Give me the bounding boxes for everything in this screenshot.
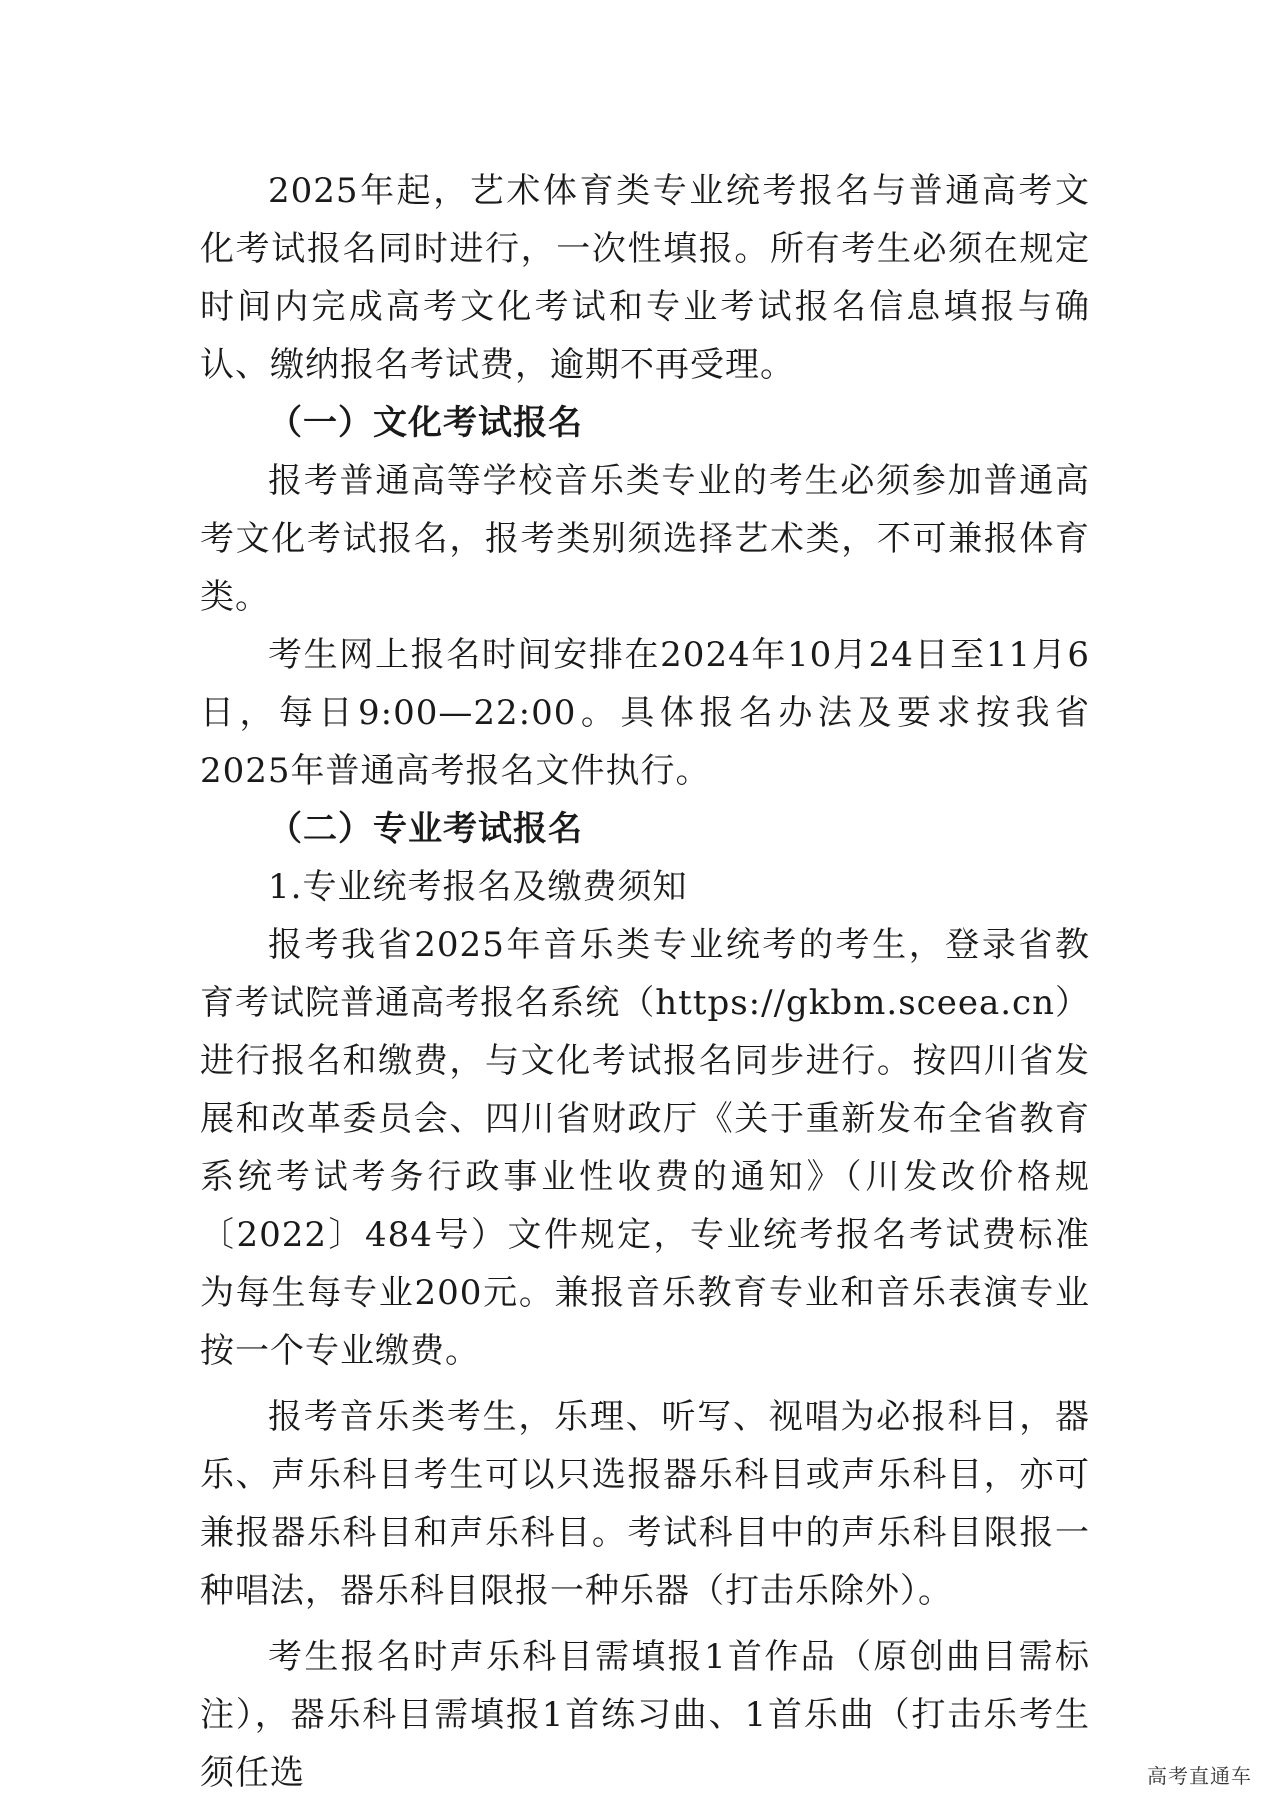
spacer [200, 1380, 1090, 1388]
heading-culture-exam: （一）文化考试报名 [268, 403, 583, 443]
paragraph-registration-time: 考生网上报名时间安排在2024年10月24日至11月6日，每日9:00—22:00。具体报名办法及要求按我省2025年普通高考报名文件执行。 [200, 635, 1090, 791]
subheading-fee-notice: 1.专业统考报名及缴费须知 [268, 867, 688, 907]
paragraph-repertoire: 考生报名时声乐科目需填报1首作品（原创曲目需标注），器乐科目需填报1首练习曲、1首乐曲（打击乐考生须任选 [200, 1637, 1090, 1793]
spacer [200, 1620, 1090, 1628]
paragraph-culture-requirement: 报考普通高等学校音乐类专业的考生必须参加普通高考文化考试报名，报考类别须选择艺术类，不可兼报体育类。 [200, 461, 1090, 617]
document-body [200, 162, 1090, 1802]
paragraph-subjects: 报考音乐类考生，乐理、听写、视唱为必报科目，器乐、声乐科目考生可以只选报器乐科目或声乐科目，亦可兼报器乐科目和声乐科目。考试科目中的声乐科目限报一种唱法，器乐科目限报一种乐器（打击乐除外）。 [200, 1397, 1090, 1611]
paragraph-intro: 2025年起，艺术体育类专业统考报名与普通高考文化考试报名同时进行，一次性填报。所有考生必须在规定时间内完成高考文化考试和专业考试报名信息填报与确认、缴纳报名考试费，逾期不再受理。 [200, 171, 1090, 385]
heading-professional-exam: （二）专业考试报名 [268, 809, 583, 849]
watermark-label: 高考直通车 [1147, 1764, 1252, 1788]
paragraph-fee-details: 报考我省2025年音乐类专业统考的考生，登录省教育考试院普通高考报名系统（https://gkbm.sceea.cn）进行报名和缴费，与文化考试报名同步进行。按四川省发展和改革委员会、四川省财政厅《关于重新发布全省教育系统考试考务行政事业性收费的通知》（川发改价格规〔2022〕484号）文件规定，专业统考报名考试费标准为每生每专业200元。兼报音乐教育专业和音乐表演专业按一个专业缴费。 [200, 925, 1090, 1371]
